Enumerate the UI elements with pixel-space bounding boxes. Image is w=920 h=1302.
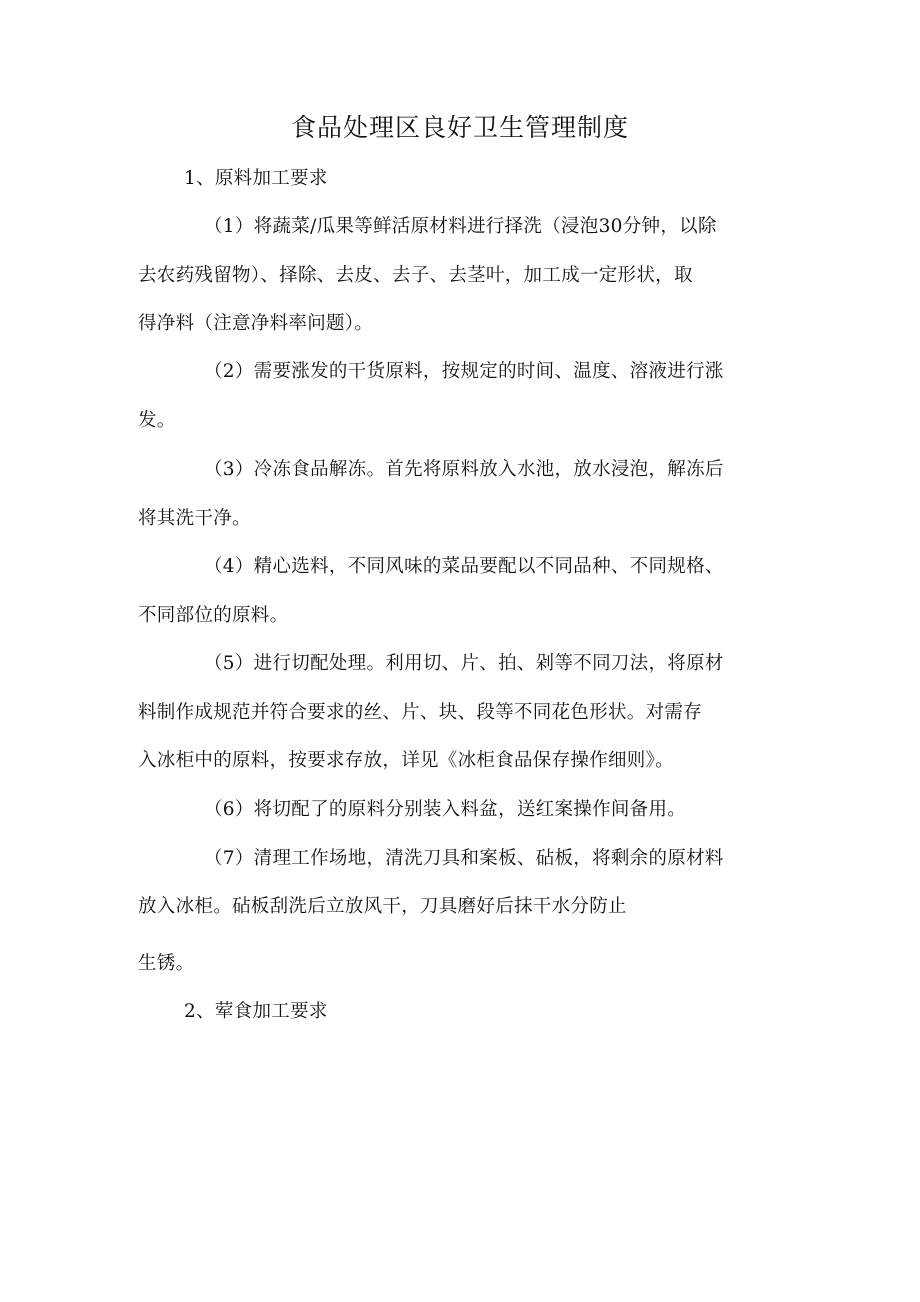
item-7-line-3: 生锈。 xyxy=(138,953,195,974)
item-1-line-1: （1）将蔬菜/瓜果等鲜活原材料进行择洗（浸泡30分钟，以除 xyxy=(204,216,717,237)
item-4-line-1: （4）精心选料，不同风味的菜品要配以不同品种、不同规格、 xyxy=(204,556,724,577)
item-3-line-1: （3）冷冻食品解冻。首先将原料放入水池，放水浸泡，解冻后 xyxy=(204,459,724,480)
item-6-line-1: （6）将切配了的原料分别装入料盆，送红案操作间备用。 xyxy=(204,799,687,820)
item-5-line-3: 入冰柜中的原料，按要求存放，详见《冰柜食品保存操作细则》。 xyxy=(138,750,674,771)
section-heading-meat-processing: 2、荤食加工要求 xyxy=(184,1001,328,1022)
section-heading-raw-material: 1、原料加工要求 xyxy=(184,168,328,189)
item-2-line-2: 发。 xyxy=(138,410,176,431)
document-title: 食品处理区良好卫生管理制度 xyxy=(290,113,629,142)
item-7-line-2: 放入冰柜。砧板刮洗后立放风干，刀具磨好后抹干水分防止 xyxy=(138,896,627,917)
item-1-line-2: 去农药残留物）、择除、去皮、去子、去茎叶，加工成一定形状，取 xyxy=(138,265,693,286)
item-7-line-1: （7）清理工作场地，清洗刀具和案板、砧板，将剩余的原材料 xyxy=(204,848,724,869)
item-5-line-2: 料制作成规范并符合要求的丝、片、块、段等不同花色形状。对需存 xyxy=(138,702,703,723)
item-5-line-1: （5）进行切配处理。利用切、片、拍、剁等不同刀法，将原材 xyxy=(204,653,724,674)
item-1-line-3: 得净料（注意净料率问题）。 xyxy=(138,313,374,334)
item-3-line-2: 将其洗干净。 xyxy=(138,508,251,529)
item-4-line-2: 不同部位的原料。 xyxy=(138,605,289,626)
item-2-line-1: （2）需要涨发的干货原料，按规定的时间、温度、溶液进行涨 xyxy=(204,361,724,382)
